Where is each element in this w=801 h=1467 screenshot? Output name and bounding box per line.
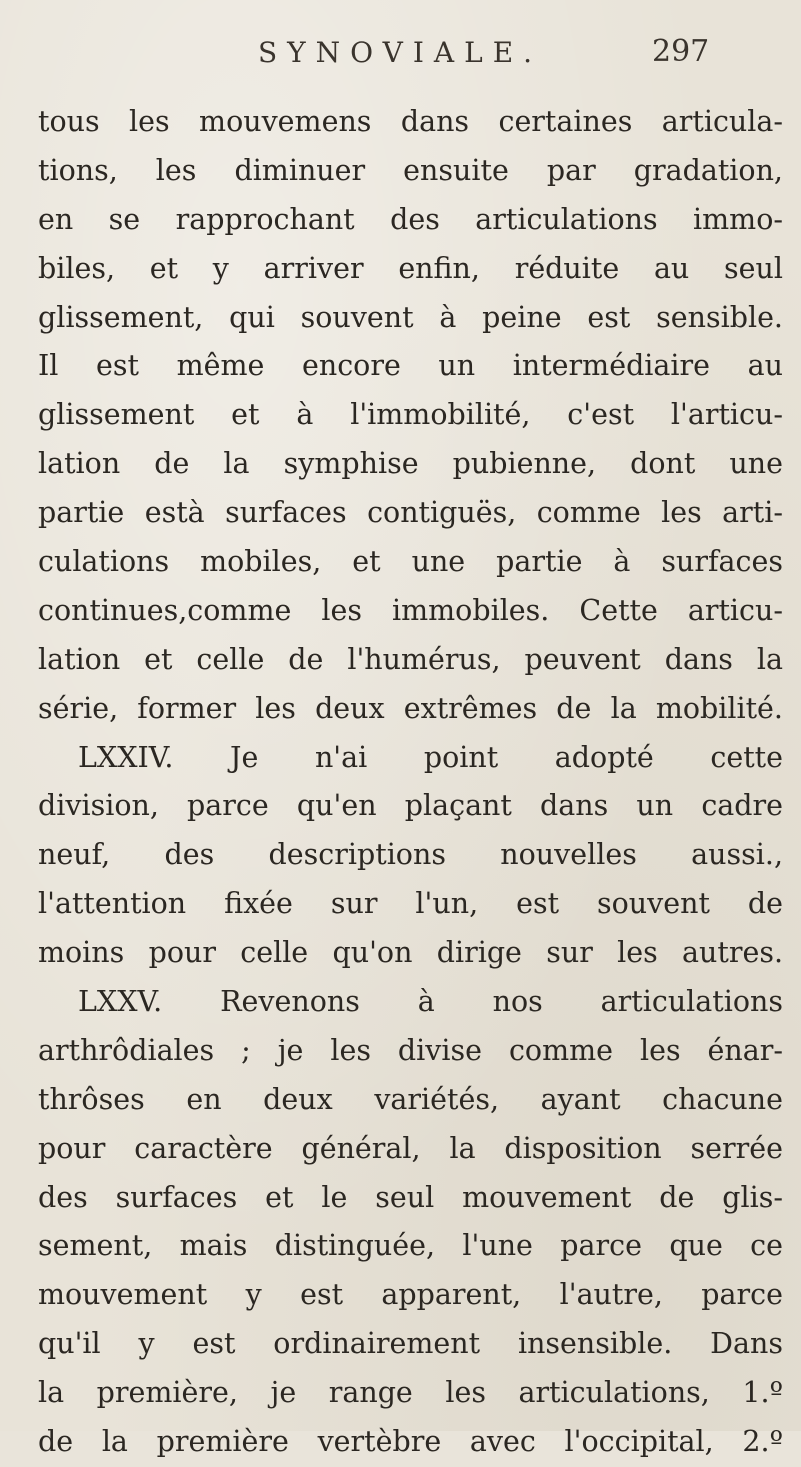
text-line: la première, je range les articulations, 1.º [38,1376,783,1410]
text-line: sement, mais distinguée, l'une parce que ce [38,1229,783,1263]
text-line: en se rapprochant des articulations immo- [38,202,783,236]
text-line: partie està surfaces contiguës, comme les arti- [38,496,783,530]
text-line: l'attention fixée sur l'un, est souvent de [38,887,783,921]
text-line: des surfaces et le seul mouvement de glis- [38,1180,783,1214]
text-line: série, former les deux extrêmes de la mobilité. [38,691,783,725]
section-heading-line: LXXV. Revenons à nos articulations [78,985,783,1019]
text-line: de la première vertèbre avec l'occipital, 2.º [38,1425,783,1459]
text-line: glissement et à l'immobilité, c'est l'articu- [38,398,783,432]
text-line: Il est même encore un intermédiaire au [38,349,783,383]
text-line: pour caractère général, la disposition serrée [38,1131,783,1165]
text-line: lation de la symphise pubienne, dont une [38,447,783,481]
text-line: arthrôdiales ; je les divise comme les énar- [38,1033,783,1067]
running-head: SYNOVIALE. [258,36,543,69]
text-line: mouvement y est apparent, l'autre, parce [38,1278,783,1312]
text-line: biles, et y arriver enfin, réduite au seul [38,251,783,285]
text-line: lation et celle de l'humérus, peuvent dans la [38,642,783,676]
text-line: moins pour celle qu'on dirige sur les autres. [38,936,783,970]
body-text [38,98,783,1467]
text-line: glissement, qui souvent à peine est sensible. [38,300,783,334]
text-line: continues,comme les immobiles. Cette articu- [38,593,783,627]
page-header [0,36,801,76]
section-heading-line: LXXIV. Je n'ai point adopté cette [78,740,783,774]
text-line: division, parce qu'en plaçant dans un cadre [38,789,783,823]
text-line: qu'il y est ordinairement insensible. Dans [38,1327,783,1361]
text-line: culations mobiles, et une partie à surfaces [38,545,783,579]
text-line: neuf, des descriptions nouvelles aussi., [38,838,783,872]
text-line: tous les mouvemens dans certaines articula- [38,105,783,138]
text-line: tions, les diminuer ensuite par gradation, [38,153,783,187]
text-line: thrôses en deux variétés, ayant chacune [38,1082,783,1116]
page-number: 297 [652,34,710,69]
